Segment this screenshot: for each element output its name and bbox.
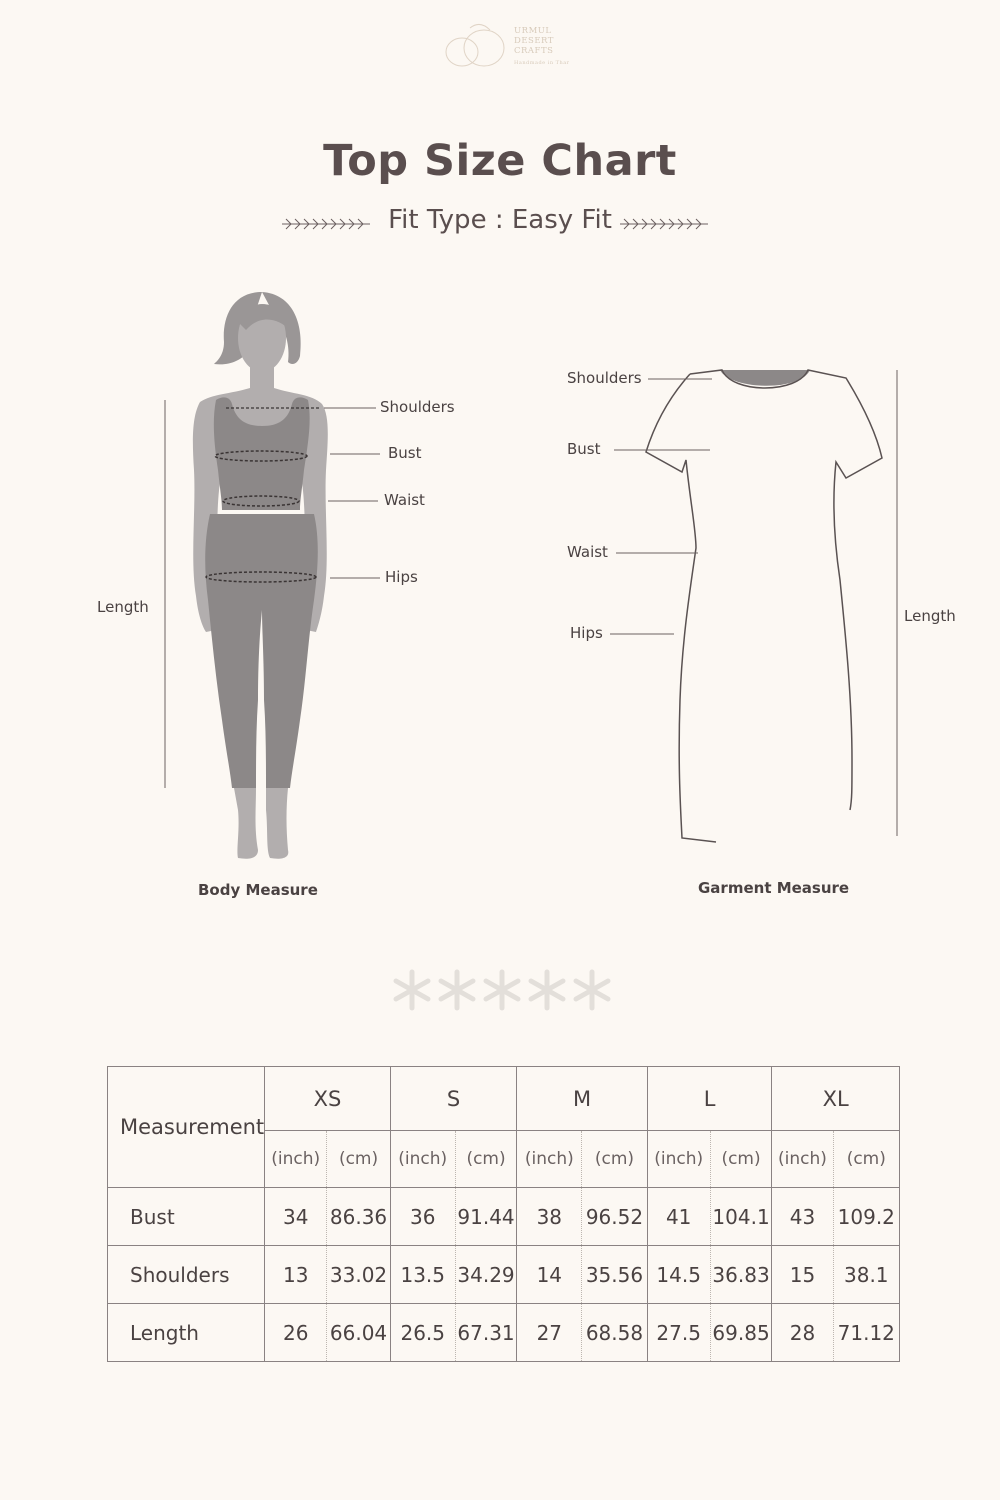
table-cell: 13.5 (390, 1246, 455, 1304)
unit-cm: (cm) (582, 1131, 647, 1188)
brand-line-3: CRAFTS (514, 46, 554, 56)
table-cell: 109.2 (833, 1188, 899, 1246)
body-label-length: Length (97, 598, 149, 616)
body-label-waist: Waist (384, 491, 425, 509)
garment-outline-icon (610, 370, 897, 842)
size-header-xs: XS (265, 1067, 391, 1131)
unit-cm: (cm) (833, 1131, 899, 1188)
table-cell: 86.36 (327, 1188, 391, 1246)
table-row (108, 1246, 900, 1304)
brand-line-2: DESERT (514, 36, 554, 46)
body-label-shoulders: Shoulders (380, 398, 455, 416)
brand-line-1: URMUL (514, 26, 552, 36)
row-label-shoulders: Shoulders (108, 1246, 265, 1304)
table-cell: 13 (265, 1246, 327, 1304)
unit-inch: (inch) (647, 1131, 710, 1188)
table-cell: 15 (772, 1246, 833, 1304)
size-header-s: S (390, 1067, 517, 1131)
table-cell: 71.12 (833, 1304, 899, 1362)
table-cell: 36.83 (710, 1246, 772, 1304)
table-row (108, 1188, 900, 1246)
size-table (107, 1066, 900, 1362)
row-label-bust: Bust (108, 1188, 265, 1246)
unit-inch: (inch) (390, 1131, 455, 1188)
body-label-hips: Hips (385, 568, 418, 586)
garment-label-hips: Hips (570, 624, 603, 642)
size-header-row (108, 1067, 900, 1131)
garment-label-bust: Bust (567, 440, 601, 458)
unit-inch: (inch) (517, 1131, 582, 1188)
table-row (108, 1304, 900, 1362)
size-header-m: M (517, 1067, 647, 1131)
unit-cm: (cm) (327, 1131, 391, 1188)
table-cell: 27.5 (647, 1304, 710, 1362)
measurement-header: Measurement (108, 1067, 265, 1188)
table-cell: 34 (265, 1188, 327, 1246)
table-cell: 67.31 (455, 1304, 517, 1362)
unit-inch: (inch) (772, 1131, 833, 1188)
table-cell: 68.58 (582, 1304, 647, 1362)
table-cell: 91.44 (455, 1188, 517, 1246)
unit-inch: (inch) (265, 1131, 327, 1188)
size-header-xl: XL (772, 1067, 900, 1131)
table-cell: 27 (517, 1304, 582, 1362)
body-measure-caption: Body Measure (198, 881, 318, 899)
unit-cm: (cm) (710, 1131, 772, 1188)
table-cell: 36 (390, 1188, 455, 1246)
table-cell: 14.5 (647, 1246, 710, 1304)
table-cell: 38 (517, 1188, 582, 1246)
garment-label-shoulders: Shoulders (567, 369, 642, 387)
table-cell: 69.85 (710, 1304, 772, 1362)
brand-tagline: Handmade in Thar (514, 60, 570, 66)
table-cell: 43 (772, 1188, 833, 1246)
table-cell: 104.1 (710, 1188, 772, 1246)
garment-measure-caption: Garment Measure (698, 879, 850, 897)
table-cell: 14 (517, 1246, 582, 1304)
asterisk-divider-icon (390, 965, 615, 1015)
fit-type-subtitle: Fit Type : Easy Fit (388, 205, 612, 235)
table-cell: 35.56 (582, 1246, 647, 1304)
garment-label-length: Length (904, 607, 956, 625)
unit-cm: (cm) (455, 1131, 517, 1188)
page-title: Top Size Chart (323, 136, 677, 186)
table-cell: 66.04 (327, 1304, 391, 1362)
body-label-bust: Bust (388, 444, 422, 462)
table-cell: 26.5 (390, 1304, 455, 1362)
table-cell: 28 (772, 1304, 833, 1362)
size-header-l: L (647, 1067, 772, 1131)
table-cell: 41 (647, 1188, 710, 1246)
garment-label-waist: Waist (567, 543, 608, 561)
row-label-length: Length (108, 1304, 265, 1362)
body-figure-icon (165, 292, 380, 859)
table-cell: 34.29 (455, 1246, 517, 1304)
table-cell: 26 (265, 1304, 327, 1362)
table-cell: 33.02 (327, 1246, 391, 1304)
table-cell: 96.52 (582, 1188, 647, 1246)
table-cell: 38.1 (833, 1246, 899, 1304)
